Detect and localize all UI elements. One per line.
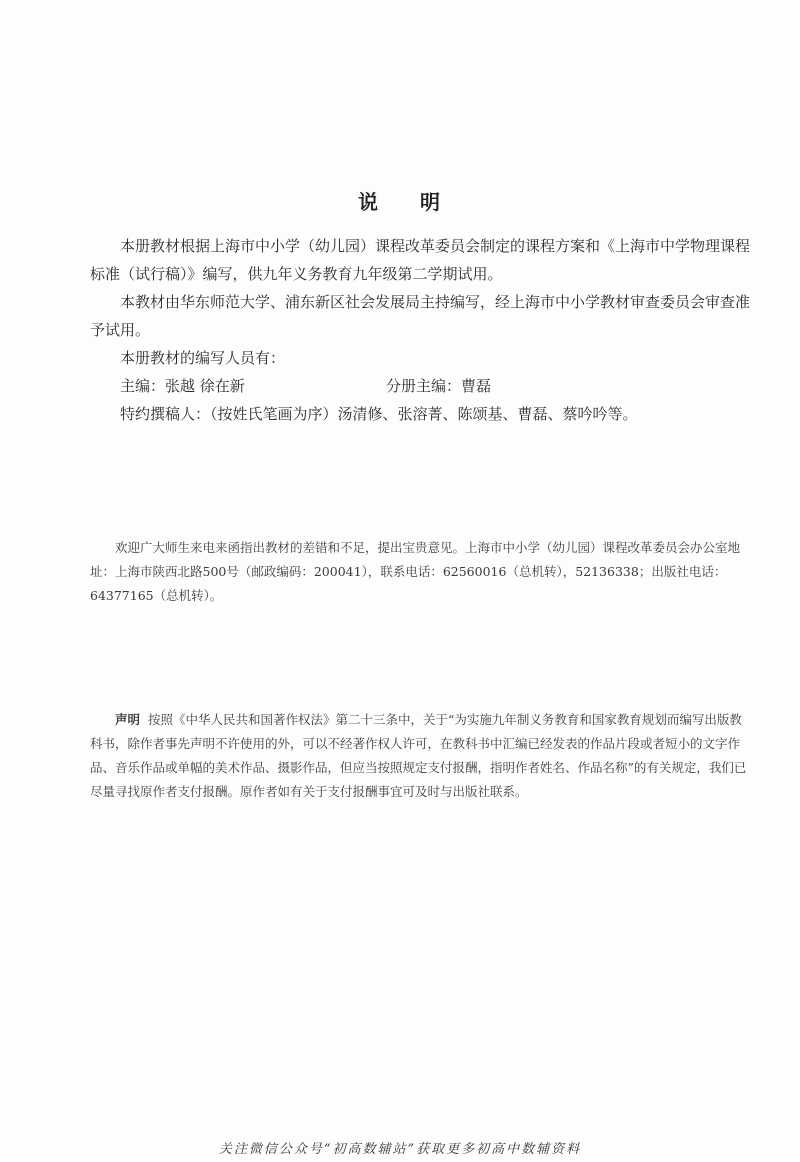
page-title: [0, 186, 800, 215]
chief-editors: 主编：张越 徐在新: [120, 377, 245, 395]
copyright-declaration: [90, 708, 750, 804]
feedback-notice: 欢迎广大师生来电来函指出教材的差错和不足，提出宝贵意见。上海市中小学（幼儿园）课程改革委员会办公室地址：上海市陕西北路500号（邮政编码：200041），联系电话：62560016（总机转），52136338；出版社电话：64377165（总机转）。: [90, 540, 741, 603]
page-title-char-2: 明: [420, 190, 442, 214]
contributors-line: 特约撰稿人：（按姓氏笔画为序）汤清修、张溶菁、陈颂基、曹磊、蔡吟吟等。: [120, 405, 638, 423]
editors-line: [90, 372, 758, 400]
declaration-label: 声明: [115, 712, 141, 727]
page-title-char-1: 说: [358, 190, 380, 214]
declaration-text: 按照《中华人民共和国著作权法》第二十三条中，关于“为实施九年制义务教育和国家教育规划而编写出版教科书，除作者事先声明不许使用的外，可以不经著作权人许可，在教科书中汇编已经发表的作品片段或者短小的文字作品、音乐作品或单幅的美术作品、摄影作品，但应当按照规定支付报酬，指明作者姓名、作品名称”的有关规定，我们已尽量寻找原作者支付报酬。原作者如有关于支付报酬事宜可及时与出版社联系。: [90, 712, 747, 799]
intro-section: [90, 232, 758, 428]
intro-paragraph-1: 本册教材根据上海市中小学（幼儿园）课程改革委员会制定的课程方案和《上海市中学物理课程标准（试行稿）》编写，供九年义务教育九年级第二学期试用。: [90, 237, 751, 283]
intro-paragraph-3: 本册教材的编写人员有：: [120, 349, 286, 367]
volume-chief-editor: 分册主编：曹磊: [386, 377, 492, 395]
intro-paragraph-2: 本教材由华东师范大学、浦东新区社会发展局主持编写，经上海市中小学教材审查委员会审查准予试用。: [90, 293, 751, 339]
footer-watermark-text: 关注微信公众号“初高数辅站”获取更多初高中数辅资料: [218, 1142, 582, 1157]
